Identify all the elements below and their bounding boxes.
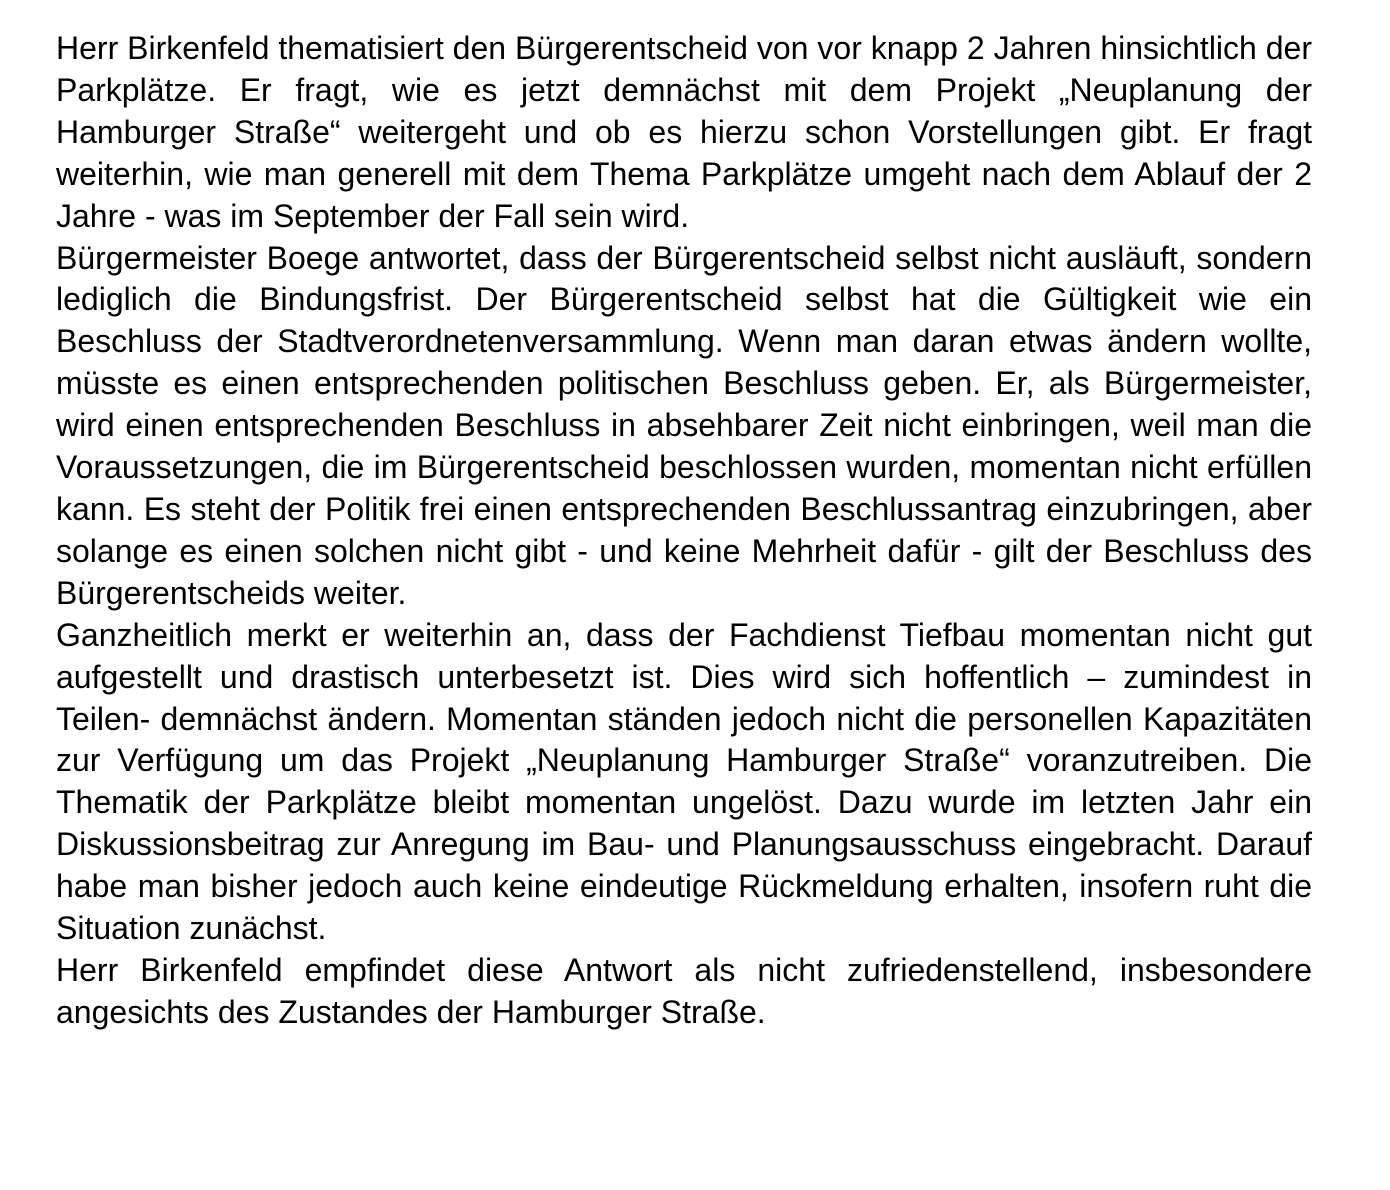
- paragraph-boege-answer: Bürgermeister Boege antwortet, dass der Bürgerentscheid selbst nicht ausläuft, sondern lediglich die Bindungsfrist. Der Bürgerentscheid selbst hat die Gültigkeit wie ein Beschluss der Stadtverordnetenversammlung. Wenn man daran etwas ändern wollte, müsste es einen entsprechenden politischen Beschluss geben. Er, als Bürgermeister, wird einen entsprechenden Beschluss in absehbarer Zeit nicht einbringen, weil man die Voraussetzungen, die im Bürgerentscheid beschlossen wurden, momentan nicht erfüllen kann. Es steht der Politik frei einen entsprechenden Beschlussantrag einzubringen, aber solange es einen solchen nicht gibt - und keine Mehrheit dafür - gilt der Beschluss des Bürgerentscheids weiter.: [56, 239, 1312, 611]
- paragraph-birkenfeld-response: Herr Birkenfeld empfindet diese Antwort als nicht zufriedenstellend, insbesondere angesichts des Zustandes der Hamburger Straße.: [56, 951, 1312, 1030]
- paragraph-tiefbau-remark: Ganzheitlich merkt er weiterhin an, dass der Fachdienst Tiefbau momentan nicht gut aufgestellt und drastisch unterbesetzt ist. Dies wird sich hoffentlich – zumindest in Teilen- demnächst ändern. Momentan ständen jedoch nicht die personellen Kapazitäten zur Verfügung um das Projekt „Neuplanung Hamburger Straße“ voranzutreiben. Die Thematik der Parkplätze bleibt momentan ungelöst. Dazu wurde im letzten Jahr ein Diskussionsbeitrag zur Anregung im Bau- und Planungsausschuss eingebracht. Darauf habe man bisher jedoch auch keine eindeutige Rückmeldung erhalten, insofern ruht die Situation zunächst.: [56, 616, 1312, 947]
- paragraph-birkenfeld-question: Herr Birkenfeld thematisiert den Bürgerentscheid von vor knapp 2 Jahren hinsichtlich der Parkplätze. Er fragt, wie es jetzt demnächst mit dem Projekt „Neuplanung der Hamburger Straße“ weitergeht und ob es hierzu schon Vorstellungen gibt. Er fragt weiterhin, wie man generell mit dem Thema Parkplätze umgeht nach dem Ablauf der 2 Jahre - was im September der Fall sein wird.: [56, 30, 1312, 234]
- document-body: [56, 28, 1312, 1034]
